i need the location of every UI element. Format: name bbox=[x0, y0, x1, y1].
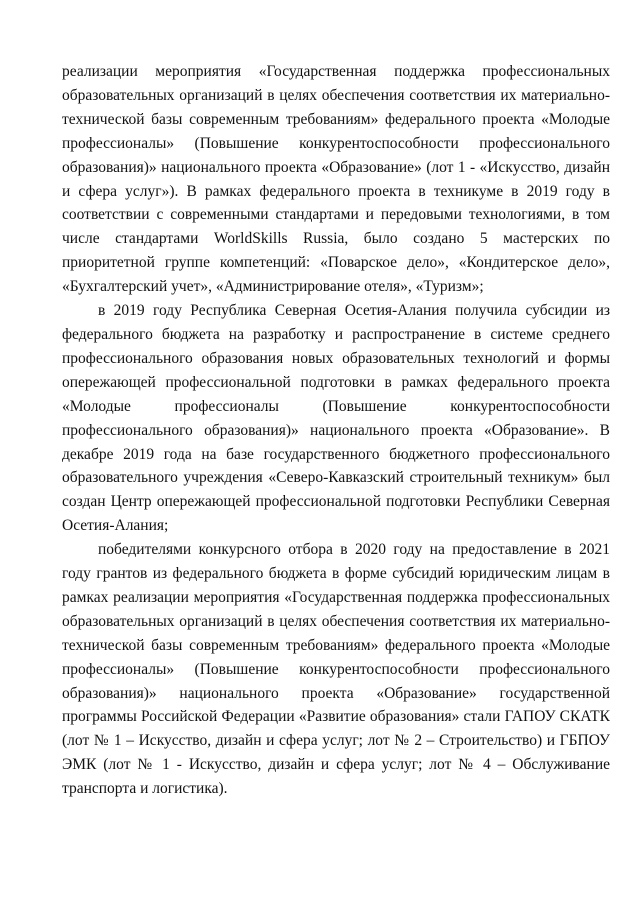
paragraph-subsidy-2019: в 2019 году Республика Северная Осетия-Алания получила субсидии из федерального бюджета на разработку и распространение в системе среднего профессионального образования новых образовательных технологий и формы опережающей профессиональной подготовки в рамках федерального проекта «Молодые профессионалы (Повышение конкурентоспособности профессионального образования)» национального проекта «Образование». В декабре 2019 года на базе государственного бюджетного профессионального образовательного учреждения «Северо-Кавказский строительный техникум» был создан Центр опережающей профессиональной подготовки Республики Северная Осетия-Алания; bbox=[62, 302, 610, 535]
document-body bbox=[62, 60, 610, 801]
paragraph-grant-winners: победителями конкурсного отбора в 2020 году на предоставление в 2021 году грантов из федерального бюджета в форме субсидий юридическим лицам в рамках реализации мероприятия «Государственная поддержка профессиональных образовательных организаций в целях обеспечения соответствия их материально-технической базы современным требованиям» федерального проекта «Молодые профессионалы» (Повышение конкурентоспособности профессионального образования)» национального проекта «Образование» государственной программы Российской Федерации «Развитие образования» стали ГАПОУ СКАТК (лот № 1 – Искусство, дизайн и сфера услуг; лот № 2 – Строительство) и ГБПОУ ЭМК (лот № 1 - Искусство, дизайн и сфера услуг; лот № 4 – Обслуживание транспорта и логистика). bbox=[62, 541, 610, 798]
paragraph-continuation: реализации мероприятия «Государственная поддержка профессиональных образовательных организаций в целях обеспечения соответствия их материально-технической базы современным требованиям» федерального проекта «Молодые профессионалы» (Повышение конкурентоспособности профессионального образования)» национального проекта «Образование» (лот 1 - «Искусство, дизайн и сфера услуг»). В рамках федерального проекта в техникуме в 2019 году в соответствии с современными стандартами и передовыми технологиями, в том числе стандартами WorldSkills Russia, было создано 5 мастерских по приоритетной группе компетенций: «Поварское дело», «Кондитерское дело», «Бухгалтерский учет», «Администрирование отеля», «Туризм»; bbox=[62, 63, 610, 296]
